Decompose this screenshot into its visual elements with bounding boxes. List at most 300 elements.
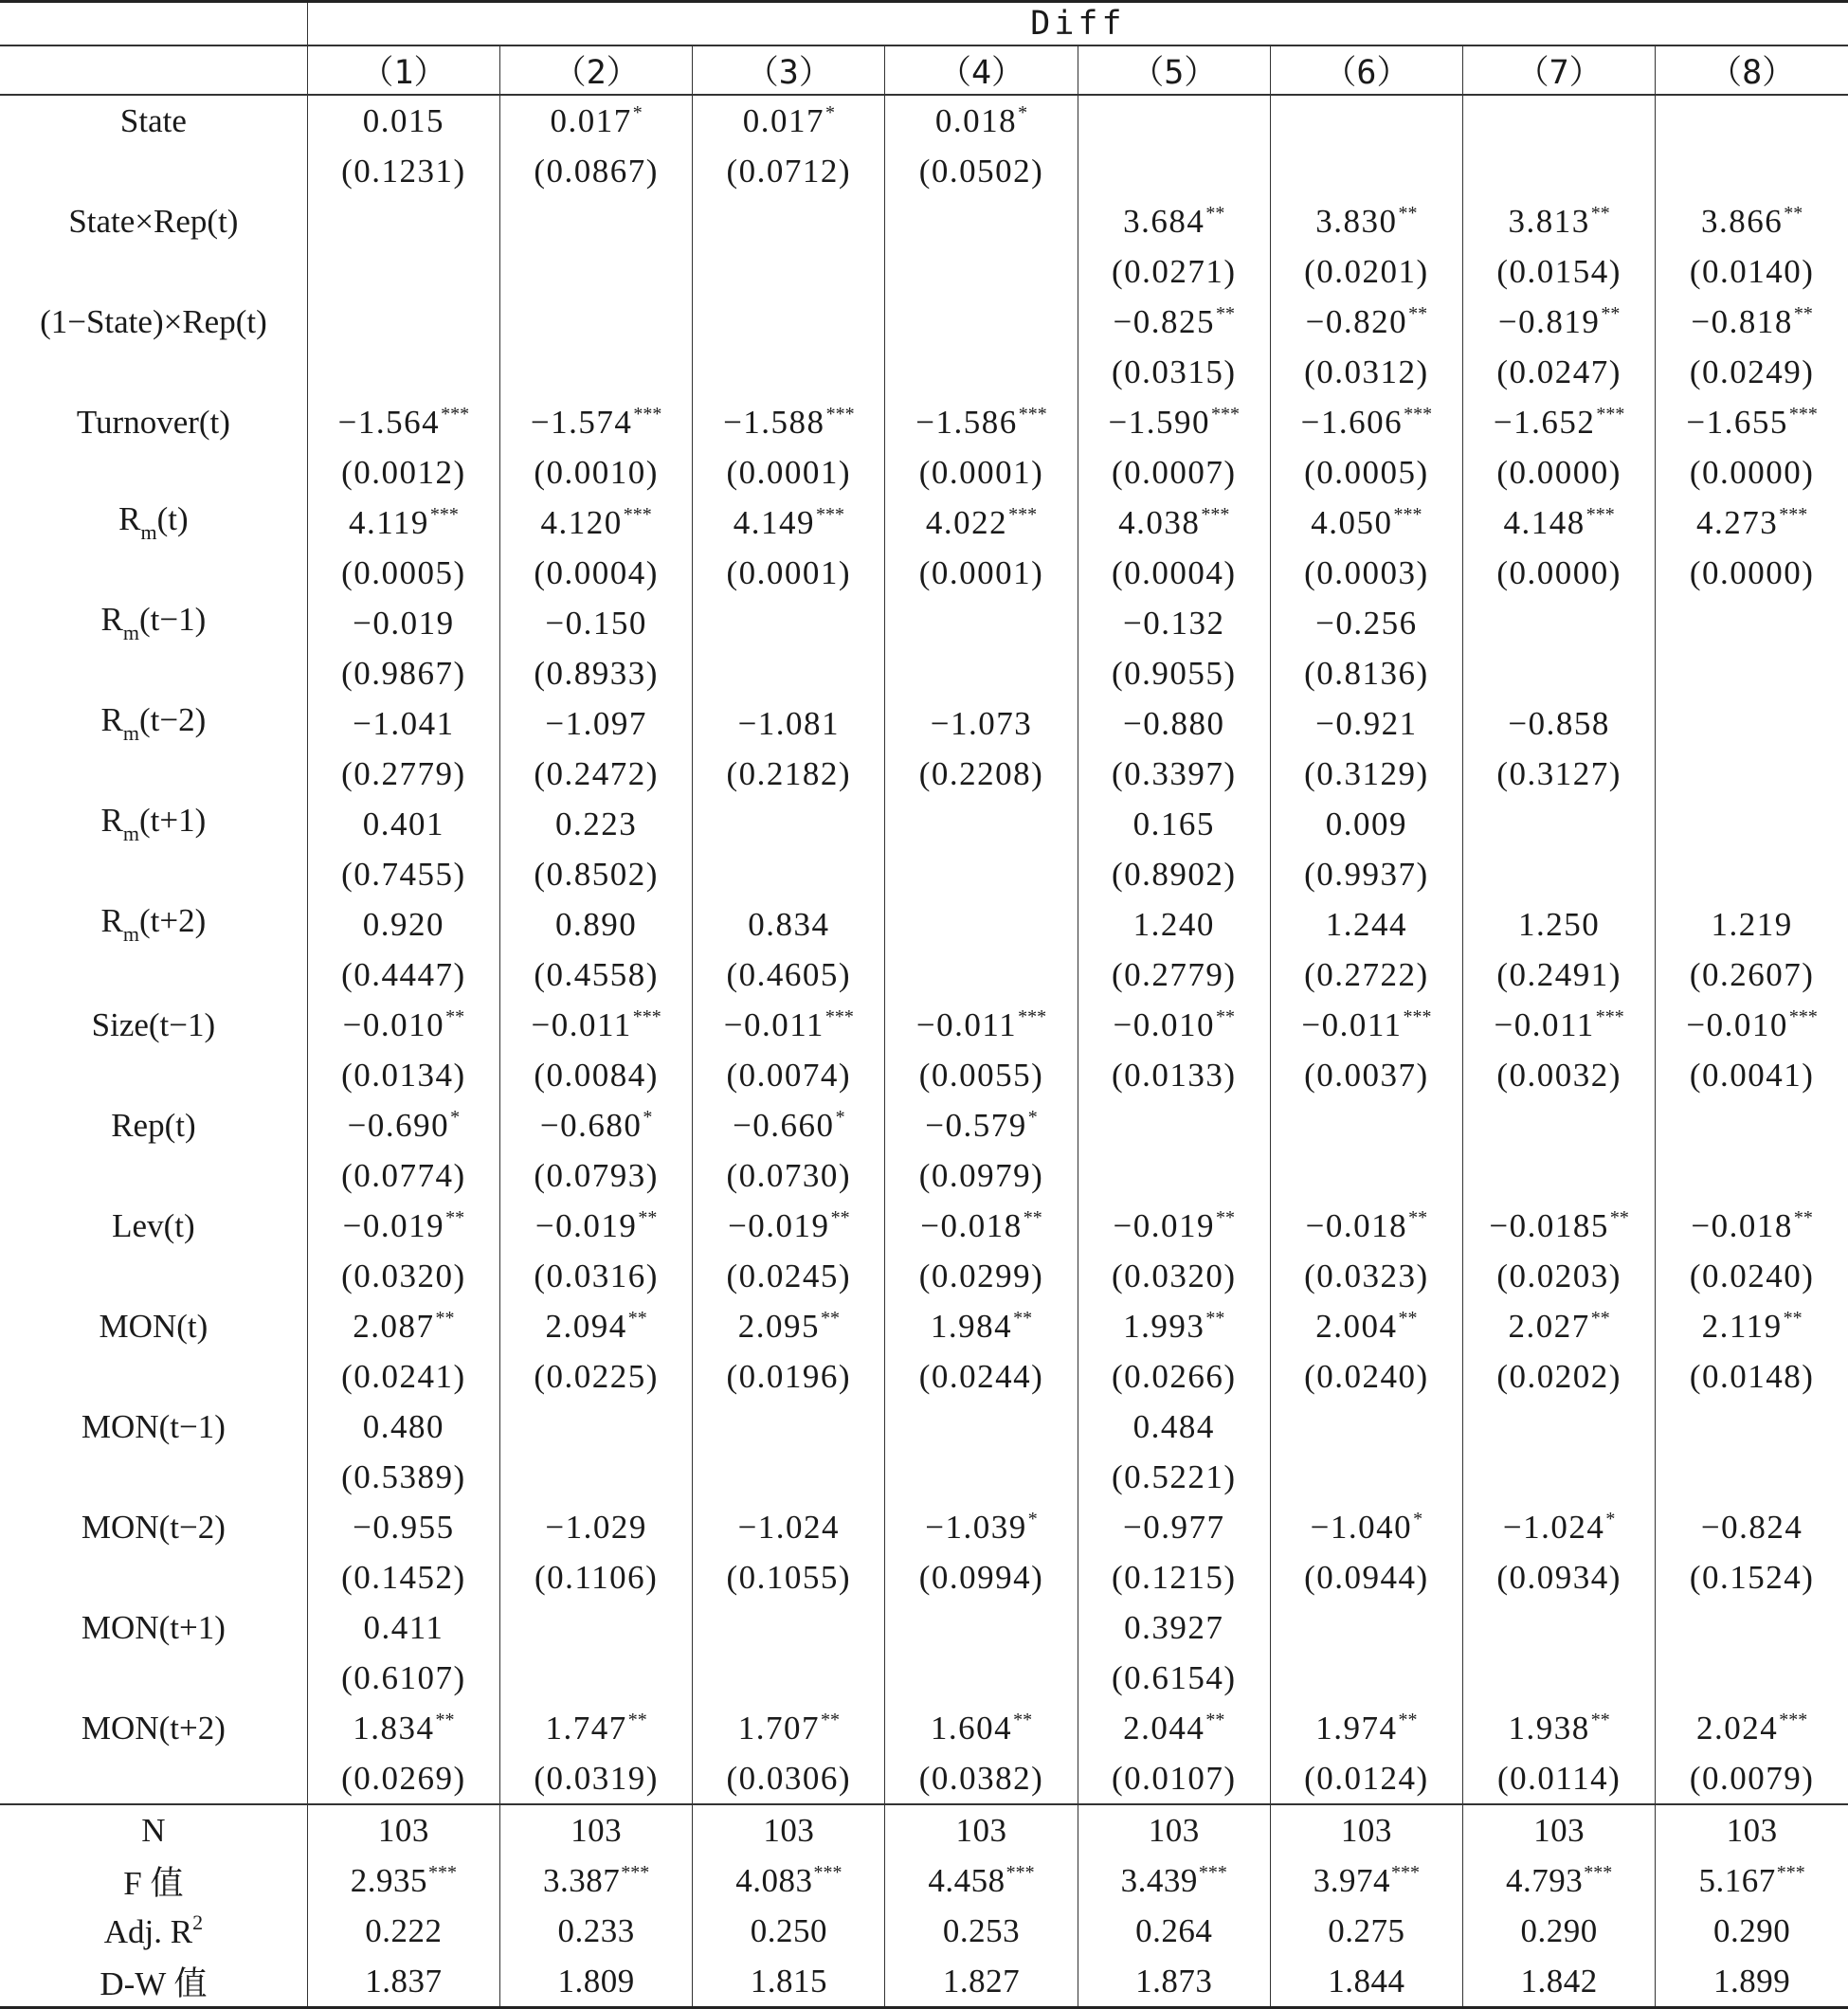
pvalue-cell: (0.0001) (693, 447, 885, 498)
pvalue-cell: (0.0934) (1463, 1552, 1656, 1602)
significance-stars: ** (1398, 202, 1418, 224)
significance-stars: ** (1609, 1206, 1629, 1228)
row-label-suffix: (t+2) (139, 902, 207, 939)
significance-stars: ** (638, 1206, 658, 1228)
table-row-pvalue (0, 1050, 1848, 1100)
pvalue-cell: (0.0007) (1078, 447, 1270, 498)
coefficient-value: −0.977 (1122, 1508, 1225, 1546)
pvalue-cell (1270, 146, 1462, 196)
pvalue-cell: (0.5221) (1078, 1452, 1270, 1502)
coefficient-value: −0.818 (1691, 302, 1793, 340)
pvalue-cell (1656, 849, 1848, 899)
coefficient-cell (1270, 1804, 1462, 1855)
pvalue-cell: (0.2472) (500, 749, 693, 799)
coefficient-value: −0.955 (353, 1508, 455, 1546)
coefficient-value: 1.815 (750, 1962, 827, 2000)
coefficient-cell (693, 899, 885, 950)
table-row-pvalue (0, 1452, 1848, 1502)
pvalue-cell: (0.8933) (500, 648, 693, 698)
pvalue-cell: (0.0000) (1463, 447, 1656, 498)
row-label-text: R (100, 701, 123, 738)
coefficient-value: −0.921 (1315, 704, 1418, 742)
coefficient-cell (307, 1855, 499, 1906)
pvalue-cell (693, 246, 885, 297)
table-row-pvalue (0, 548, 1848, 598)
table-row-pvalue (0, 1653, 1848, 1703)
pvalue-cell: (0.2779) (307, 749, 499, 799)
pvalue-cell: (0.8502) (500, 849, 693, 899)
pvalue-cell: (0.9055) (1078, 648, 1270, 698)
pvalue-cell (1656, 146, 1848, 196)
coefficient-value: −0.150 (545, 604, 647, 642)
pvalue-cell: (0.3129) (1270, 749, 1462, 799)
row-label-empty (0, 146, 307, 196)
coefficient-cell (307, 1502, 499, 1552)
table-row (0, 1703, 1848, 1753)
significance-stars: *** (1201, 503, 1230, 525)
coefficient-cell (885, 1301, 1078, 1351)
coefficient-value: −1.590 (1108, 403, 1210, 441)
significance-stars: *** (428, 1861, 458, 1883)
coefficient-value: 3.866 (1700, 202, 1784, 240)
coefficient-cell (1078, 1100, 1270, 1150)
coefficient-cell (500, 698, 693, 749)
coefficient-cell (500, 1956, 693, 2008)
pvalue-cell (1463, 1452, 1656, 1502)
significance-stars: ** (1398, 1307, 1418, 1329)
coefficient-cell (1463, 95, 1656, 146)
coefficient-cell (1463, 1201, 1656, 1251)
coefficient-cell (1270, 1301, 1462, 1351)
coefficient-value: 1.219 (1711, 905, 1793, 943)
coefficient-cell (1656, 397, 1848, 447)
table-row-pvalue (0, 347, 1848, 397)
coefficient-value: 1.604 (930, 1709, 1013, 1747)
row-label-empty (0, 849, 307, 899)
significance-stars: ** (1784, 202, 1803, 224)
row-label (0, 698, 307, 749)
pvalue-cell: (0.0944) (1270, 1552, 1462, 1602)
row-label-text: MON(t) (99, 1307, 208, 1345)
coefficient-value: −0.019 (534, 1206, 638, 1244)
pvalue-cell: (0.0202) (1463, 1351, 1656, 1402)
coefficient-value: 4.083 (735, 1861, 813, 1899)
pvalue-cell: (0.0001) (885, 447, 1078, 498)
coefficient-value: 1.827 (942, 1962, 1021, 2000)
pvalue-cell (307, 246, 499, 297)
coefficient-cell (1270, 698, 1462, 749)
coefficient-cell (307, 196, 499, 246)
coefficient-cell (500, 196, 693, 246)
table-row-pvalue (0, 246, 1848, 297)
row-label (0, 1855, 307, 1906)
pvalue-cell: (0.2722) (1270, 950, 1462, 1000)
coefficient-cell (693, 498, 885, 548)
coefficient-value: 0.222 (365, 1911, 443, 1949)
row-label-subscript: m (122, 621, 139, 644)
pvalue-cell: (0.8902) (1078, 849, 1270, 899)
row-label (0, 598, 307, 648)
significance-stars: * (1018, 101, 1028, 123)
pvalue-cell: (0.1106) (500, 1552, 693, 1602)
pvalue-cell: (0.0244) (885, 1351, 1078, 1402)
row-label-empty (0, 1150, 307, 1201)
pvalue-cell: (0.0005) (307, 548, 499, 598)
coefficient-cell (1463, 1301, 1656, 1351)
significance-stars: * (450, 1106, 461, 1128)
coefficient-value: 0.484 (1132, 1407, 1215, 1445)
pvalue-cell (885, 849, 1078, 899)
pvalue-cell: (0.4447) (307, 950, 499, 1000)
row-label (0, 899, 307, 950)
coefficient-cell (1463, 1906, 1656, 1956)
pvalue-cell: (0.0319) (500, 1753, 693, 1804)
coefficient-value: 2.044 (1123, 1709, 1205, 1747)
coefficient-cell (1270, 1000, 1462, 1050)
pvalue-cell: (0.2182) (693, 749, 885, 799)
significance-stars: ** (1013, 1307, 1033, 1329)
pvalue-cell (885, 246, 1078, 297)
coefficient-cell (1078, 1956, 1270, 2008)
significance-stars: *** (623, 503, 652, 525)
significance-stars: ** (1590, 1307, 1610, 1329)
coefficient-value: 103 (763, 1811, 815, 1849)
significance-stars: *** (632, 1005, 661, 1027)
coefficient-cell (1270, 1956, 1462, 2008)
stats-row (0, 1956, 1848, 2008)
row-label (0, 1201, 307, 1251)
coefficient-value: −0.019 (342, 1206, 445, 1244)
pvalue-cell: (0.0084) (500, 1050, 693, 1100)
coefficient-value: −1.039 (925, 1508, 1027, 1546)
coefficient-cell (1463, 1855, 1656, 1906)
coefficient-cell (885, 397, 1078, 447)
row-label-empty (0, 1452, 307, 1502)
table-body (0, 95, 1848, 2008)
row-label-suffix: (t−1) (139, 601, 207, 638)
pvalue-cell (1463, 1653, 1656, 1703)
coefficient-cell (885, 1956, 1078, 2008)
coefficient-value: −1.574 (530, 403, 633, 441)
coefficient-value: 0.264 (1135, 1911, 1213, 1949)
row-label-text: R (100, 902, 123, 939)
coefficient-cell (1463, 598, 1656, 648)
row-label (0, 1906, 307, 1956)
coefficient-cell (693, 297, 885, 347)
pvalue-cell: (0.0133) (1078, 1050, 1270, 1100)
coefficient-cell (1656, 1000, 1848, 1050)
significance-stars: * (835, 1106, 845, 1128)
coefficient-cell (307, 95, 499, 146)
coefficient-value: 4.119 (348, 503, 429, 541)
pvalue-cell: (0.0245) (693, 1251, 885, 1301)
coefficient-cell (307, 297, 499, 347)
coefficient-cell (307, 698, 499, 749)
significance-stars: *** (1779, 503, 1808, 525)
coefficient-value: 4.038 (1118, 503, 1201, 541)
significance-stars: *** (1595, 1005, 1624, 1027)
significance-stars: *** (1391, 1861, 1421, 1883)
coefficient-value: 4.458 (928, 1861, 1006, 1899)
significance-stars: * (1605, 1508, 1616, 1529)
row-label-subscript: m (122, 721, 139, 745)
coefficient-value: 3.974 (1313, 1861, 1391, 1899)
pvalue-cell: (0.0079) (1656, 1753, 1848, 1804)
pvalue-cell (693, 1653, 885, 1703)
coefficient-value: −0.819 (1497, 302, 1601, 340)
pvalue-cell: (0.0299) (885, 1251, 1078, 1301)
row-label-text: F 值 (123, 1864, 184, 1902)
significance-stars: ** (1215, 302, 1235, 324)
coefficient-cell (693, 196, 885, 246)
coefficient-value: 0.890 (554, 905, 638, 943)
pvalue-cell: (0.0867) (500, 146, 693, 196)
pvalue-cell (1270, 1452, 1462, 1502)
coefficient-cell (1656, 498, 1848, 548)
row-label-text: MON(t+1) (81, 1608, 226, 1646)
significance-stars: *** (1776, 1861, 1805, 1883)
coefficient-value: 3.813 (1508, 202, 1590, 240)
row-label (0, 1502, 307, 1552)
coefficient-cell (1463, 1602, 1656, 1653)
coefficient-cell (1078, 698, 1270, 749)
pvalue-cell: (0.1452) (307, 1552, 499, 1602)
coefficient-value: 2.024 (1695, 1709, 1779, 1747)
coefficient-value: 1.844 (1328, 1962, 1405, 2000)
coefficient-cell (1078, 598, 1270, 648)
coefficient-cell (1463, 297, 1656, 347)
pvalue-cell (885, 950, 1078, 1000)
pvalue-cell (693, 648, 885, 698)
coefficient-value: −1.564 (337, 403, 441, 441)
coefficient-cell (1656, 598, 1848, 648)
coefficient-value: −0.690 (347, 1106, 450, 1144)
column-header-6: （6） (1270, 45, 1462, 95)
row-label-text: D-W 值 (100, 1964, 208, 2002)
coefficient-value: 3.387 (542, 1861, 621, 1899)
pvalue-cell: (0.0793) (500, 1150, 693, 1201)
coefficient-value: 103 (1533, 1811, 1585, 1849)
stats-row (0, 1906, 1848, 1956)
coefficient-cell (885, 799, 1078, 849)
table-row (0, 1602, 1848, 1653)
coefficient-cell (1656, 196, 1848, 246)
coefficient-value: −0.011 (1301, 1005, 1403, 1043)
table-row (0, 899, 1848, 950)
coefficient-cell (307, 1703, 499, 1753)
coefficient-value: 4.148 (1503, 503, 1585, 541)
coefficient-cell (885, 1703, 1078, 1753)
pvalue-cell: (0.0000) (1463, 548, 1656, 598)
coefficient-value: 1.244 (1325, 905, 1408, 943)
row-label-text: MON(t−2) (81, 1508, 226, 1546)
row-label-subscript: m (140, 520, 157, 544)
coefficient-cell (693, 1301, 885, 1351)
table-row (0, 397, 1848, 447)
pvalue-cell: (0.0196) (693, 1351, 885, 1402)
pvalue-cell: (0.0774) (307, 1150, 499, 1201)
coefficient-value: 1.974 (1315, 1709, 1398, 1747)
coefficient-cell (500, 1000, 693, 1050)
stats-row (0, 1855, 1848, 1906)
pvalue-cell: (0.0003) (1270, 548, 1462, 598)
coefficient-value: 5.167 (1698, 1861, 1776, 1899)
coefficient-cell (693, 397, 885, 447)
coefficient-cell (307, 799, 499, 849)
table-row-pvalue (0, 1753, 1848, 1804)
column-header-2: （2） (500, 45, 693, 95)
coefficient-value: −0.018 (1305, 1206, 1408, 1244)
pvalue-cell: (0.0266) (1078, 1351, 1270, 1402)
coefficient-value: 1.837 (365, 1962, 443, 2000)
coefficient-value: 1.899 (1712, 1962, 1791, 2000)
coefficient-cell (1463, 1502, 1656, 1552)
coefficient-cell (1656, 1804, 1848, 1855)
significance-stars: *** (1779, 1709, 1808, 1730)
column-header-8: （8） (1656, 45, 1848, 95)
row-label-empty (0, 648, 307, 698)
coefficient-value: −1.029 (545, 1508, 647, 1546)
coefficient-cell (885, 95, 1078, 146)
significance-stars: ** (435, 1307, 455, 1329)
pvalue-cell (1463, 146, 1656, 196)
pvalue-cell: (0.0148) (1656, 1351, 1848, 1402)
coefficient-cell (885, 899, 1078, 950)
coefficient-value: 4.273 (1695, 503, 1779, 541)
coefficient-cell (500, 1201, 693, 1251)
coefficient-value: −1.041 (353, 704, 455, 742)
pvalue-cell: (0.0315) (1078, 347, 1270, 397)
coefficient-cell (307, 1301, 499, 1351)
row-label-empty (0, 1251, 307, 1301)
coefficient-cell (1656, 899, 1848, 950)
coefficient-cell (1656, 1855, 1848, 1906)
stats-row (0, 1804, 1848, 1855)
coefficient-value: 0.017 (550, 101, 632, 139)
coefficient-cell (1463, 1804, 1656, 1855)
coefficient-value: 0.411 (363, 1608, 444, 1646)
significance-stars: ** (1408, 302, 1428, 324)
significance-stars: *** (1018, 403, 1047, 425)
coefficient-cell (693, 1602, 885, 1653)
coefficient-cell (1270, 1502, 1462, 1552)
significance-stars: ** (1205, 1307, 1225, 1329)
coefficient-cell (885, 1000, 1078, 1050)
pvalue-cell (1656, 648, 1848, 698)
pvalue-cell: (0.0312) (1270, 347, 1462, 397)
coefficient-cell (693, 1000, 885, 1050)
coefficient-value: −0.011 (723, 1005, 824, 1043)
pvalue-cell: (0.0316) (500, 1251, 693, 1301)
table-row-pvalue (0, 950, 1848, 1000)
significance-stars: ** (1023, 1206, 1042, 1228)
coefficient-cell (693, 1804, 885, 1855)
coefficient-value: −0.010 (1113, 1005, 1215, 1043)
coefficient-value: 0.253 (942, 1911, 1021, 1949)
pvalue-cell: (0.0000) (1656, 548, 1848, 598)
pvalue-cell (693, 347, 885, 397)
significance-stars: * (632, 101, 643, 123)
row-label-text: Lev(t) (112, 1206, 195, 1244)
row-label-text: State×Rep(t) (68, 202, 239, 240)
pvalue-cell: (0.0114) (1463, 1753, 1656, 1804)
significance-stars: *** (815, 503, 844, 525)
pvalue-cell: (0.3397) (1078, 749, 1270, 799)
pvalue-cell: (0.9867) (307, 648, 499, 698)
dependent-variable-title: Diff (307, 2, 1848, 46)
row-label-empty (0, 1050, 307, 1100)
pvalue-cell (1656, 1150, 1848, 1201)
coefficient-value: 0.401 (362, 805, 445, 842)
row-label (0, 1301, 307, 1351)
coefficient-value: 103 (955, 1811, 1007, 1849)
coefficient-value: 1.250 (1518, 905, 1601, 943)
coefficient-value: 4.793 (1506, 1861, 1584, 1899)
coefficient-cell (1270, 1855, 1462, 1906)
column-header-4: （4） (885, 45, 1078, 95)
pvalue-cell: (0.6154) (1078, 1653, 1270, 1703)
coefficient-cell (500, 95, 693, 146)
significance-stars: *** (441, 403, 470, 425)
row-label-superscript: 2 (192, 1910, 204, 1934)
pvalue-cell (1078, 1150, 1270, 1201)
coefficient-value: 0.275 (1328, 1911, 1405, 1949)
pvalue-cell: (0.0074) (693, 1050, 885, 1100)
coefficient-cell (885, 1906, 1078, 1956)
pvalue-cell: (0.1055) (693, 1552, 885, 1602)
coefficient-cell (307, 498, 499, 548)
coefficient-value: 0.015 (362, 101, 445, 139)
pvalue-cell: (0.0269) (307, 1753, 499, 1804)
row-label-suffix: (t−2) (139, 701, 207, 738)
coefficient-cell (885, 1402, 1078, 1452)
column-header-1: （1） (307, 45, 499, 95)
row-label-text: Turnover(t) (76, 403, 230, 441)
significance-stars: *** (1393, 503, 1422, 525)
coefficient-value: −1.040 (1310, 1508, 1413, 1546)
coefficient-cell (1270, 799, 1462, 849)
coefficient-value: −0.011 (1494, 1005, 1595, 1043)
coefficient-cell (307, 1602, 499, 1653)
row-label-text: R (118, 500, 141, 537)
pvalue-cell: (0.0140) (1656, 246, 1848, 297)
coefficient-value: 2.004 (1315, 1307, 1398, 1345)
row-label (0, 498, 307, 548)
coefficient-cell (500, 297, 693, 347)
row-label-text: MON(t−1) (81, 1407, 226, 1445)
coefficient-cell (1078, 799, 1270, 849)
pvalue-cell (500, 1653, 693, 1703)
pvalue-cell: (0.7455) (307, 849, 499, 899)
header-row-dependent (0, 2, 1848, 46)
coefficient-cell (1078, 899, 1270, 950)
significance-stars: *** (1788, 403, 1818, 425)
coefficient-value: −0.256 (1315, 604, 1418, 642)
coefficient-value: −0.579 (925, 1106, 1027, 1144)
coefficient-value: 103 (377, 1811, 429, 1849)
table-header (0, 2, 1848, 96)
pvalue-cell: (0.4558) (500, 950, 693, 1000)
significance-stars: ** (1783, 1307, 1803, 1329)
coefficient-cell (1078, 1301, 1270, 1351)
coefficient-cell (1656, 698, 1848, 749)
coefficient-value: 1.747 (545, 1709, 627, 1747)
row-label-text: Size(t−1) (91, 1005, 216, 1043)
coefficient-cell (1656, 1402, 1848, 1452)
row-label-empty (0, 447, 307, 498)
table-row-pvalue (0, 1150, 1848, 1201)
coefficient-value: 103 (1148, 1811, 1200, 1849)
